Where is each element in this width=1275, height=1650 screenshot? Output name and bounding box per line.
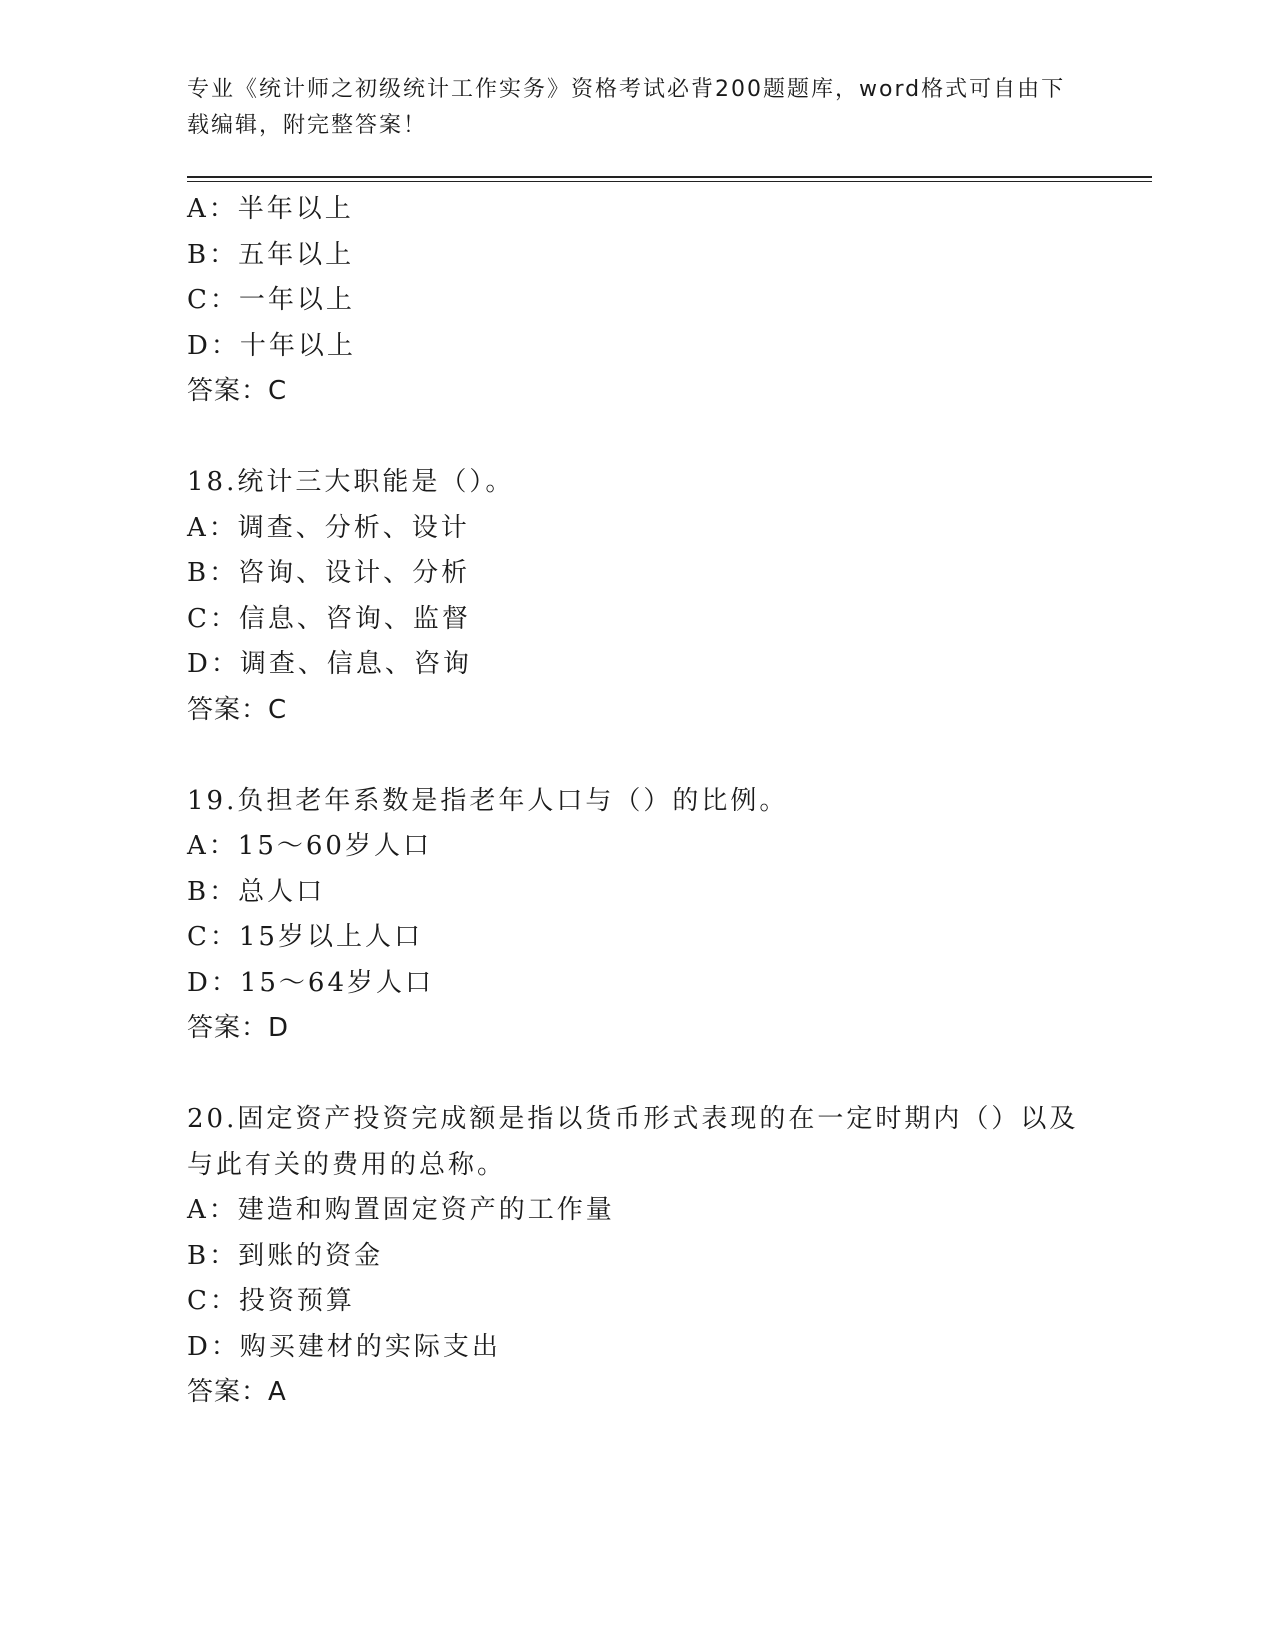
option-b: B：咨询、设计、分析 bbox=[187, 558, 471, 588]
question-20 bbox=[187, 1097, 1087, 1416]
option-d: D：十年以上 bbox=[187, 330, 356, 361]
answer-line: 答案：D bbox=[187, 1013, 290, 1043]
option-c: C：15岁以上人口 bbox=[187, 922, 423, 952]
header-divider bbox=[187, 176, 1152, 178]
option-d: D：购买建材的实际支出 bbox=[187, 1331, 501, 1362]
option-a: A：15～60岁人口 bbox=[187, 831, 432, 861]
answer-line: 答案：C bbox=[187, 376, 288, 406]
question-stem: 19.负担老年系数是指老年人口与（）的比例。 bbox=[187, 785, 789, 816]
option-c: C：一年以上 bbox=[187, 285, 355, 315]
question-stem-line-2: 与此有关的费用的总称。 bbox=[187, 1149, 507, 1180]
option-c: C：信息、咨询、监督 bbox=[187, 603, 471, 634]
option-d: D：调查、信息、咨询 bbox=[187, 649, 472, 679]
question-19 bbox=[187, 779, 1087, 1052]
question-stem-line-1: 20.固定资产投资完成额是指以货币形式表现的在一定时期内（）以及 bbox=[187, 1104, 1079, 1134]
option-b: B：总人口 bbox=[187, 876, 326, 907]
option-d: D：15～64岁人口 bbox=[187, 967, 435, 998]
option-b: B：到账的资金 bbox=[187, 1240, 384, 1271]
option-b: B：五年以上 bbox=[187, 239, 355, 270]
answer-line: 答案：A bbox=[187, 1377, 287, 1407]
option-c: C：投资预算 bbox=[187, 1286, 355, 1316]
document-header: 专业《统计师之初级统计工作实务》资格考试必背200题题库，word格式可自由下载编辑，附完整答案！ bbox=[187, 77, 1066, 138]
answer-line: 答案：C bbox=[187, 694, 288, 725]
header-divider-thin bbox=[187, 181, 1152, 182]
option-a: A：调查、分析、设计 bbox=[187, 512, 470, 543]
question-18 bbox=[187, 460, 1087, 733]
question-list bbox=[187, 187, 1087, 1416]
option-a: A：半年以上 bbox=[187, 194, 354, 224]
question-stem: 18.统计三大职能是（）。 bbox=[187, 467, 515, 497]
option-a: A：建造和购置固定资产的工作量 bbox=[187, 1195, 615, 1225]
question-17 bbox=[187, 187, 1087, 415]
